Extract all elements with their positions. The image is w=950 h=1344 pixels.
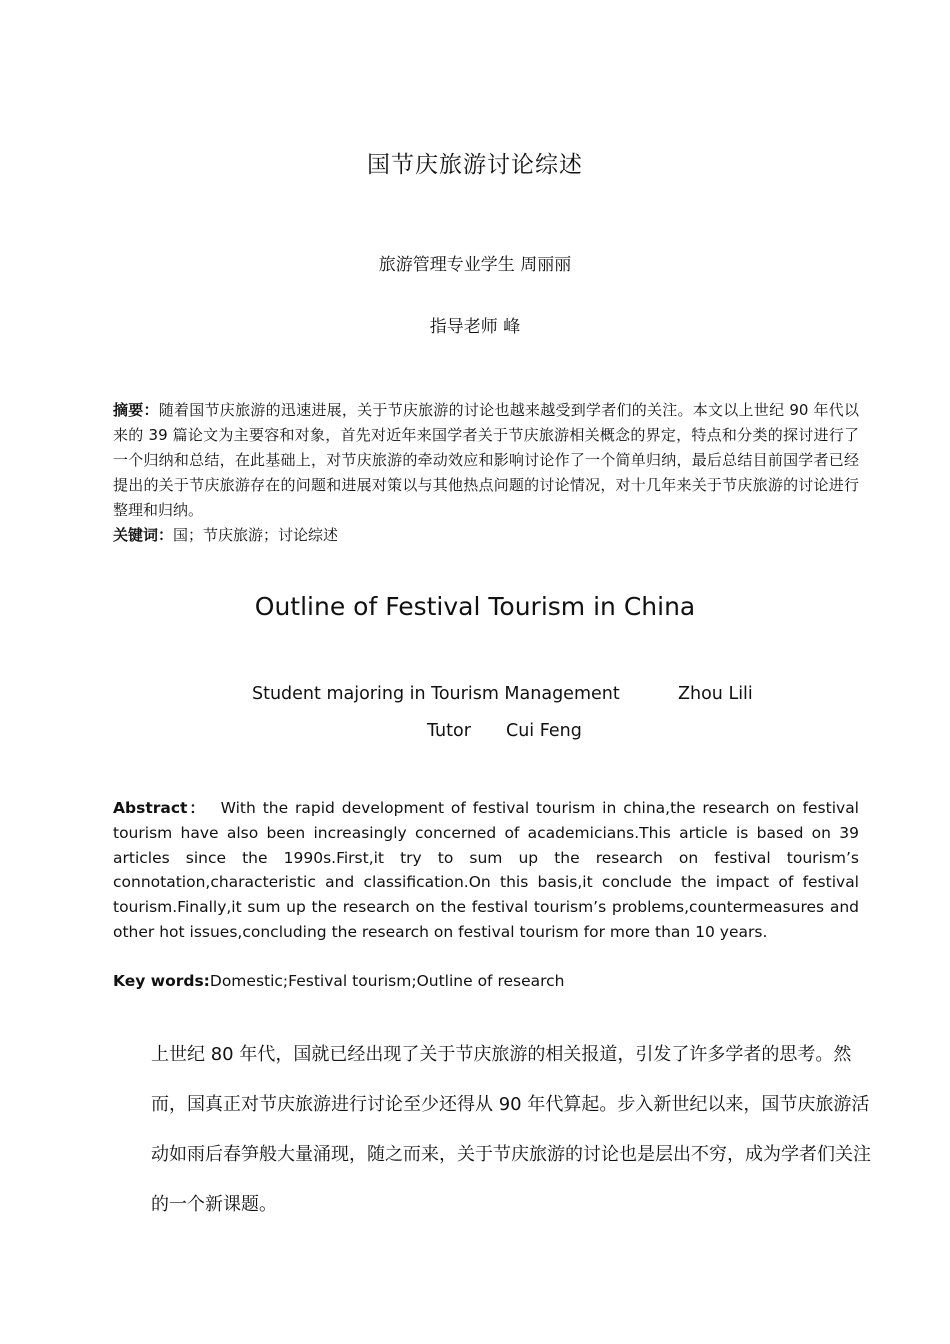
chinese-abstract: [113, 398, 859, 523]
chinese-tutor-line: 指导老师 峰: [429, 317, 521, 337]
english-keywords-text: Domestic;Festival tourism;Outline of research: [209, 972, 565, 990]
english-abstract-text: With the rapid development of festival tourism in china,the research on festival tourism have also been increasingly concerned of academicians.This article is based on 39 articles since the 1990s.First,it try to sum up the research on festival tourism’s connotation,characteristic and classification.On this basis,it conclude the impact of festival tourism.Finally,it sum up the research on the festival tourism’s problems,countermeasures and other hot issues,concluding the research on festival tourism for more than 10 years.: [113, 799, 859, 941]
chinese-abstract-label: 摘要：: [113, 401, 159, 419]
chinese-keywords-label: 关键词：: [113, 526, 174, 544]
body-paragraph-text: 上世纪 80 年代，国就已经出现了关于节庆旅游的相关报道，引发了许多学者的思考。然而，国真正对节庆旅游进行讨论至少还得从 90 年代算起。步入新世纪以来，国节庆旅游活动如雨后春笋般大量涌现，随之而来，关于节庆旅游的讨论也是层出不穷，成为学者们关注的一个新课题。: [151, 1044, 871, 1215]
english-abstract: [113, 796, 859, 945]
chinese-abstract-text: 随着国节庆旅游的迅速进展，关于节庆旅游的讨论也越来越受到学者们的关注。本文以上世纪 90 年代以来的 39 篇论文为主要容和对象，首先对近年来国学者关于节庆旅游相关概念的界定，特点和分类的探讨进行了一个归纳和总结，在此基础上，对节庆旅游的牵动效应和影响讨论作了一个简单归纳，最后总结目前国学者已经提出的关于节庆旅游存在的问题和进展对策以与其他热点问题的讨论情况，对十几年来关于节庆旅游的讨论进行整理和归纳。: [113, 401, 859, 519]
body-paragraph: [113, 1030, 873, 1230]
english-tutor-name: Cui Feng: [506, 721, 582, 741]
chinese-title: 国节庆旅游讨论综述: [367, 152, 583, 178]
chinese-keywords-text: 国；节庆旅游；讨论综述: [173, 526, 339, 544]
english-author-role: Student majoring in Tourism Management: [252, 684, 620, 704]
chinese-keywords: [113, 523, 859, 548]
english-keywords: [113, 969, 873, 994]
english-title: Outline of Festival Tourism in China: [254, 592, 696, 621]
english-abstract-label: Abstract：: [113, 799, 207, 817]
english-tutor-role: Tutor: [427, 721, 471, 741]
english-keywords-label: Key words:: [113, 972, 210, 990]
chinese-author-line: 旅游管理专业学生 周丽丽: [378, 255, 572, 275]
english-author-name: Zhou Lili: [678, 684, 753, 704]
